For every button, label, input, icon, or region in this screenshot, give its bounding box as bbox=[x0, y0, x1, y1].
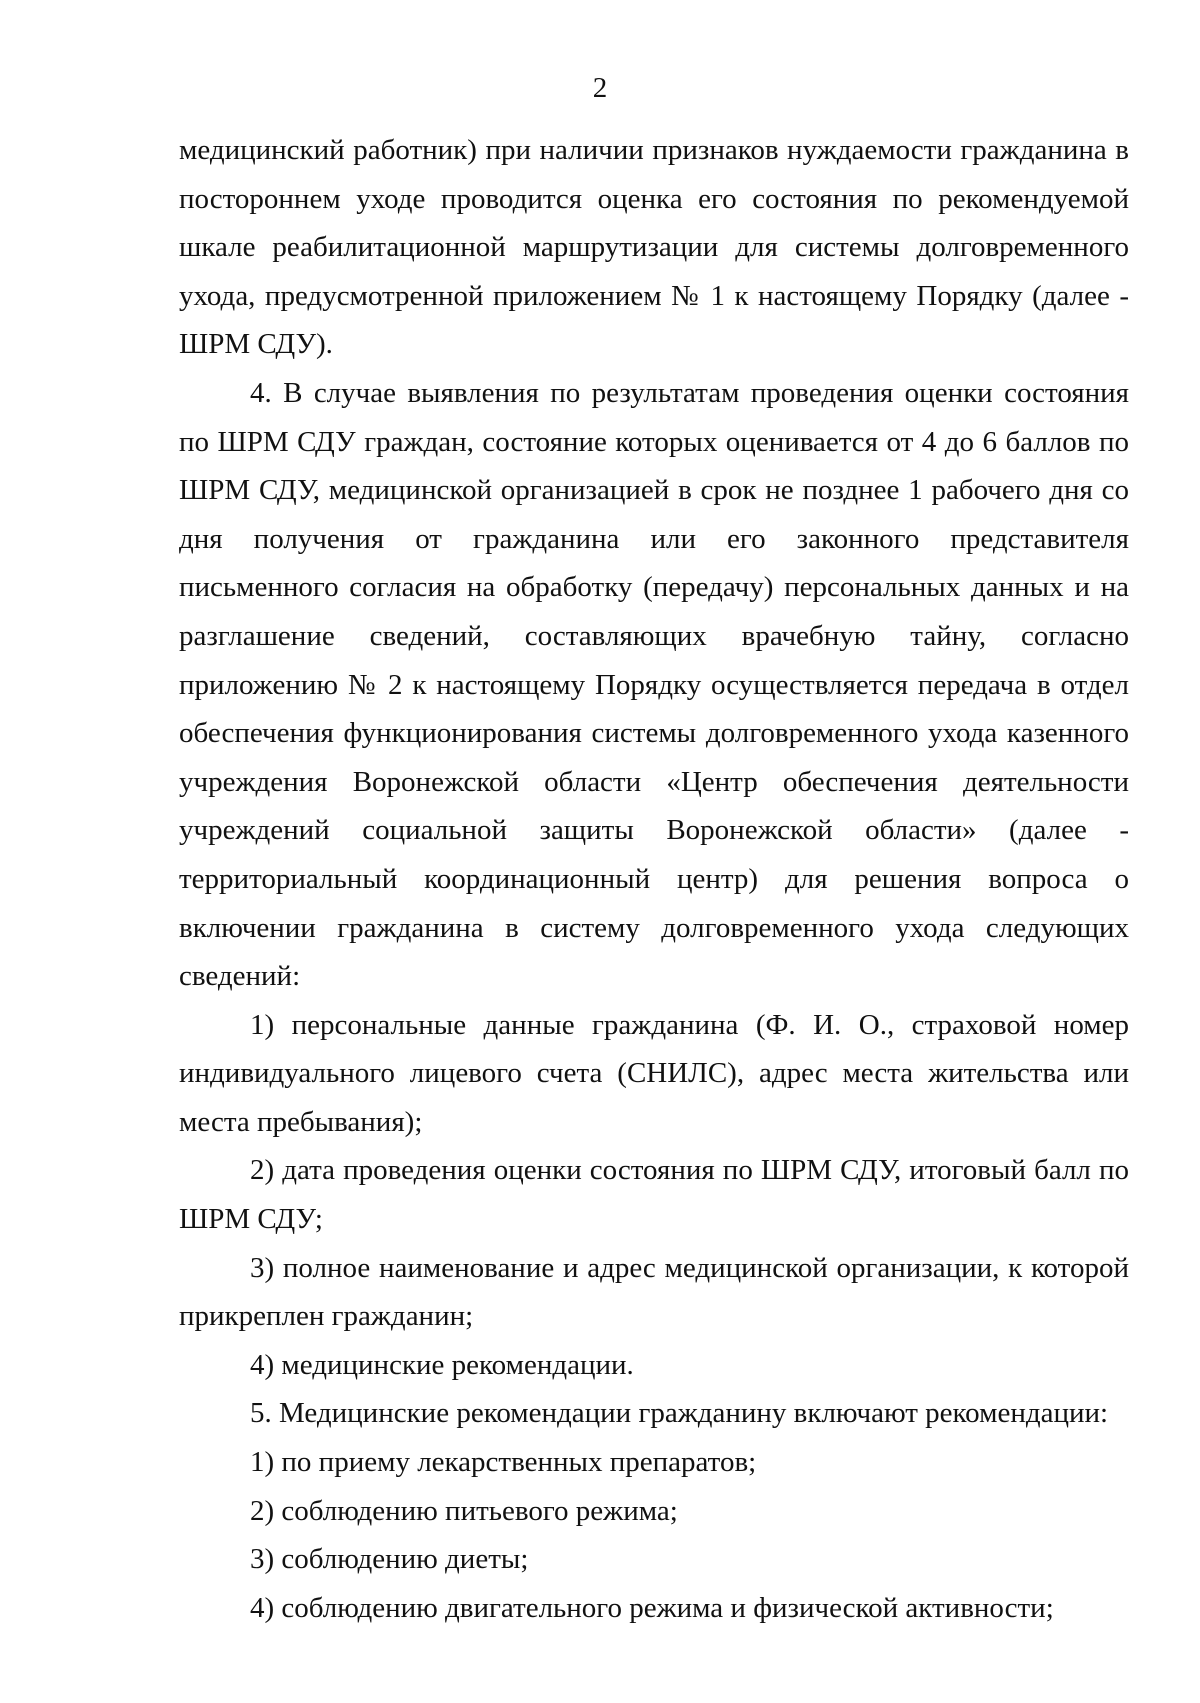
document-body bbox=[179, 126, 1129, 1632]
paragraph-subitem-physical-activity: 4) соблюдению двигательного режима и физической активности; bbox=[250, 1591, 1054, 1624]
paragraph-subitem-medications: 1) по приему лекарственных препаратов; bbox=[250, 1446, 757, 1479]
page-number: 2 bbox=[592, 72, 608, 104]
paragraph-item-4: 4. В случае выявления по результатам проведения оценки состояния по ШРМ СДУ граждан, состояние которых оценивается от 4 до 6 баллов по ШРМ СДУ, медицинской организацией в срок не позднее 1 рабочего дня со дня получения от гражданина или его законного представителя письменного согласия на обработку (передачу) персональных данных и на разглашение сведений, составляющих врачебную тайну, согласно приложению № 2 к настоящему Порядку осуществляется передача в отдел обеспечения функционирования системы долговременного ухода казенного учреждения Воронежской области «Центр обеспечения деятельности учреждений социальной защиты Воронежской области» (далее - территориальный координационный центр) для решения вопроса о включении гражданина в систему долговременного ухода следующих сведений: bbox=[179, 376, 1129, 993]
paragraph-subitem-assessment-date: 2) дата проведения оценки состояния по ШРМ СДУ, итоговый балл по ШРМ СДУ; bbox=[179, 1154, 1129, 1236]
paragraph-subitem-organization: 3) полное наименование и адрес медицинской организации, к которой прикреплен гражданин; bbox=[179, 1251, 1129, 1333]
paragraph-subitem-diet: 3) соблюдению диеты; bbox=[250, 1543, 529, 1576]
paragraph-subitem-drinking-regime: 2) соблюдению питьевого режима; bbox=[250, 1494, 678, 1527]
paragraph-continuation: медицинский работник) при наличии признаков нуждаемости гражданина в постороннем уходе проводится оценка его состояния по рекомендуемой шкале реабилитационной маршрутизации для системы долговременного ухода, предусмотренной приложением № 1 к настоящему Порядку (далее - ШРМ СДУ). bbox=[179, 134, 1129, 361]
paragraph-item-5: 5. Медицинские рекомендации гражданину включают рекомендации: bbox=[250, 1397, 1109, 1430]
paragraph-subitem-recommendations: 4) медицинские рекомендации. bbox=[250, 1348, 634, 1381]
paragraph-subitem-personal-data: 1) персональные данные гражданина (Ф. И. О., страховой номер индивидуального лицевого счета (СНИЛС), адрес места жительства или места пребывания); bbox=[179, 1008, 1129, 1138]
